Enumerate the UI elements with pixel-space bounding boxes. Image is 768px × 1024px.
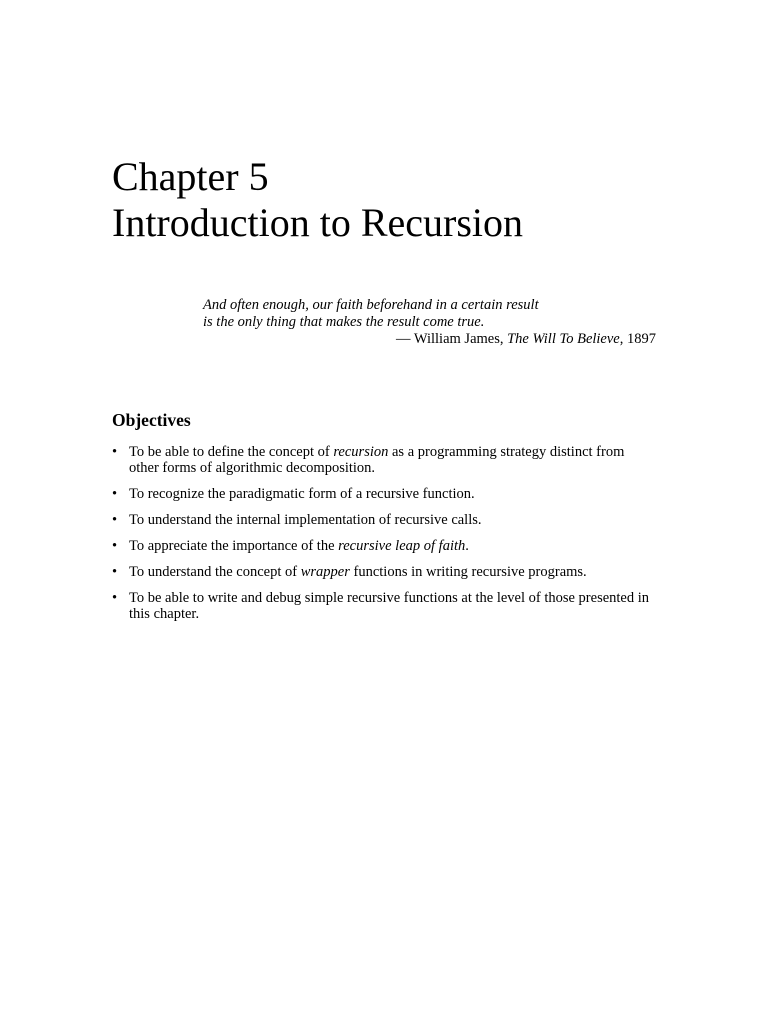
objectives-heading: Objectives [112,410,191,430]
chapter-number: Chapter 5 [112,154,269,199]
objective-item [112,590,657,622]
objective-text: To be able to write and debug simple recursive functions at the level of those presented in this chapter. [129,590,650,622]
bullet-icon: • [112,486,118,502]
epigraph-attribution [203,331,656,348]
bullet-icon: • [112,590,118,606]
objective-text-after: . [465,538,469,554]
objective-item [112,564,657,580]
chapter-title: Introduction to Recursion [112,200,524,245]
objective-item [112,486,657,502]
objective-text: To appreciate the importance of the [129,538,339,554]
epigraph-work-title: The Will To Believe [507,331,620,347]
bullet-icon: • [112,538,118,554]
objective-emphasis: recursive leap of faith [338,538,466,554]
epigraph [203,297,656,348]
objective-text: To be able to define the concept of [129,444,334,460]
objective-text-after: functions in writing recursive programs. [349,564,587,580]
epigraph-year: , 1897 [619,331,656,347]
objective-emphasis: recursion [333,444,389,460]
epigraph-quote-line-1: And often enough, our faith beforehand in a certain result [203,297,539,313]
objective-item [112,538,657,554]
objective-text: To understand the internal implementation of recursive calls. [129,512,482,528]
objective-text: To understand the concept of [129,564,301,580]
objective-item [112,444,657,476]
epigraph-quote-line-2: is the only thing that makes the result come true. [203,314,485,330]
objective-item [112,512,657,528]
objective-text-after: as a programming strategy distinct from other forms of algorithmic decomposition. [129,444,625,476]
bullet-icon: • [112,444,118,460]
bullet-icon: • [112,564,118,580]
objective-emphasis: wrapper [300,564,350,580]
epigraph-author: — William James, [396,331,508,347]
chapter-heading [112,154,523,246]
objectives-list [112,444,657,632]
bullet-icon: • [112,512,118,528]
objective-text: To recognize the paradigmatic form of a recursive function. [129,486,475,502]
